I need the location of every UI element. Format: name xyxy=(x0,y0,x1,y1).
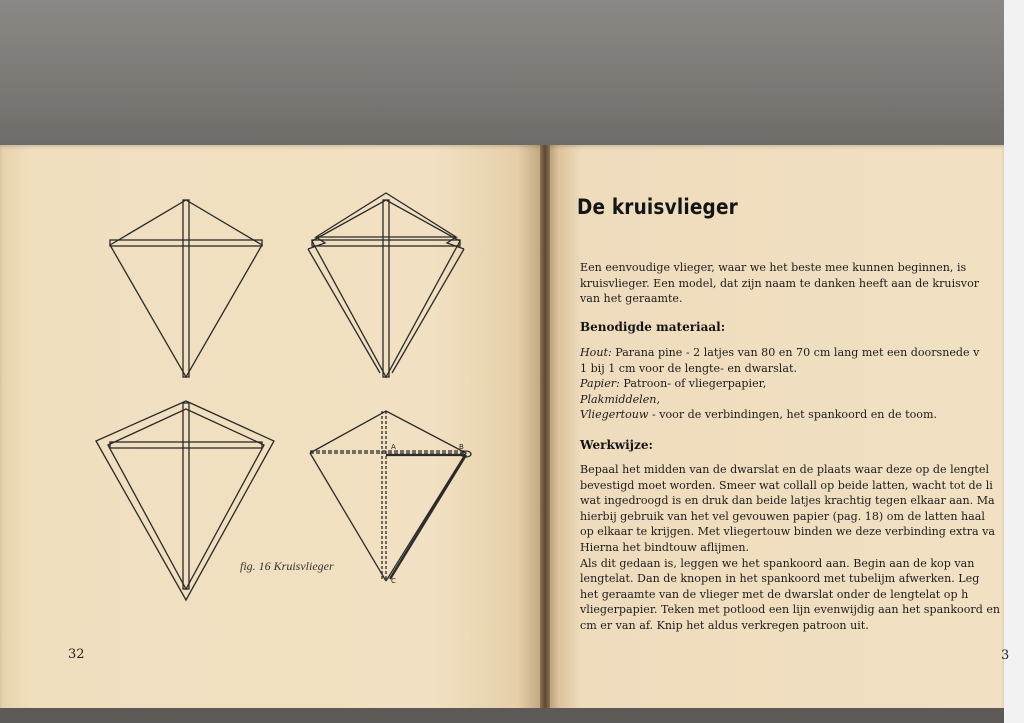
background-bottom xyxy=(0,706,1004,723)
materials-item-label: Hout: xyxy=(580,346,612,359)
page-number-left: 32 xyxy=(68,647,85,662)
materials-item xyxy=(580,361,1004,377)
materials-heading: Benodigde materiaal: xyxy=(580,320,726,334)
book-spine xyxy=(540,145,550,708)
scan-margin xyxy=(1004,0,1024,723)
text-line: van het geraamte. xyxy=(580,292,683,306)
text-line: Een eenvoudige vlieger, waar we het beste mee kunnen beginnen, is xyxy=(580,261,967,274)
text-line: Als dit gedaan is, leggen we het spankoord aan. Begin aan de kop van xyxy=(580,556,975,570)
materials-item xyxy=(580,376,1004,392)
kite-frame-drawing xyxy=(110,200,262,377)
materials-item xyxy=(580,407,1004,423)
text-line: op elkaar te krijgen. Met vliegertouw binden we deze verbinding extra va xyxy=(580,525,996,539)
text-line: hierbij gebruik van het vel gevouwen papier (pag. 18) om de latten haal xyxy=(580,509,985,523)
left-page xyxy=(0,145,545,708)
materials-item-label: Vliegertouw xyxy=(580,408,649,422)
text-line: Hierna het bindtouw aflijmen. xyxy=(580,540,750,554)
method-paragraph xyxy=(580,462,1004,634)
text-line: bevestigd moet worden. Smeer wat collall op beide latten, wacht tot de li xyxy=(580,478,993,492)
text-line: wat ingedroogd is en druk dan beide latjes krachtig tegen elkaar aan. Ma xyxy=(580,494,995,508)
materials-item-text: Patroon- of vliegerpapier, xyxy=(619,377,767,391)
text-line: vliegerpapier. Teken met potlood een lijn evenwijdig aan het spankoord en xyxy=(580,603,1001,617)
label-c: C xyxy=(391,577,396,585)
materials-item-text: Parana pine - 2 latjes van 80 en 70 cm lang met een doorsnede v xyxy=(611,346,980,359)
materials-item-label: Papier: xyxy=(580,377,620,391)
page-title: De kruisvlieger xyxy=(577,195,738,219)
text-line: kruisvlieger. Een model, dat zijn naam te danken heeft aan de kruisvor xyxy=(580,276,980,290)
text-line: lengtelat. Dan de knopen in het spankoord met tubelijm afwerken. Leg xyxy=(580,572,980,586)
kite-construction-drawing xyxy=(310,411,471,581)
intro-paragraph xyxy=(580,260,1004,307)
text-line: Bepaal het midden van de dwarslat en de plaats waar deze op de lengtel xyxy=(580,463,989,476)
text-line: cm er van af. Knip het aldus verkregen patroon uit. xyxy=(580,618,869,632)
materials-item-text: - voor de verbindingen, het spankoord en de toom. xyxy=(648,408,938,422)
kite-diagrams xyxy=(0,145,545,708)
materials-item xyxy=(580,345,1004,361)
label-a: A xyxy=(391,443,396,451)
page-number-right: 3 xyxy=(1001,648,1010,663)
method-heading: Werkwijze: xyxy=(580,438,653,452)
materials-item-text: 1 bij 1 cm voor de lengte- en dwarslat. xyxy=(580,361,797,375)
label-b: B xyxy=(459,443,464,451)
materials-item-label: Plakmiddelen, xyxy=(580,392,660,406)
materials-list xyxy=(580,345,1004,423)
text-line: het geraamte van de vlieger met de dwarslat onder de lengtelat op h xyxy=(580,587,969,601)
figure-caption: fig. 16 Kruisvlieger xyxy=(240,559,334,573)
background-top xyxy=(0,0,1004,145)
kite-paper-drawing xyxy=(308,193,464,377)
materials-item xyxy=(580,392,1004,408)
